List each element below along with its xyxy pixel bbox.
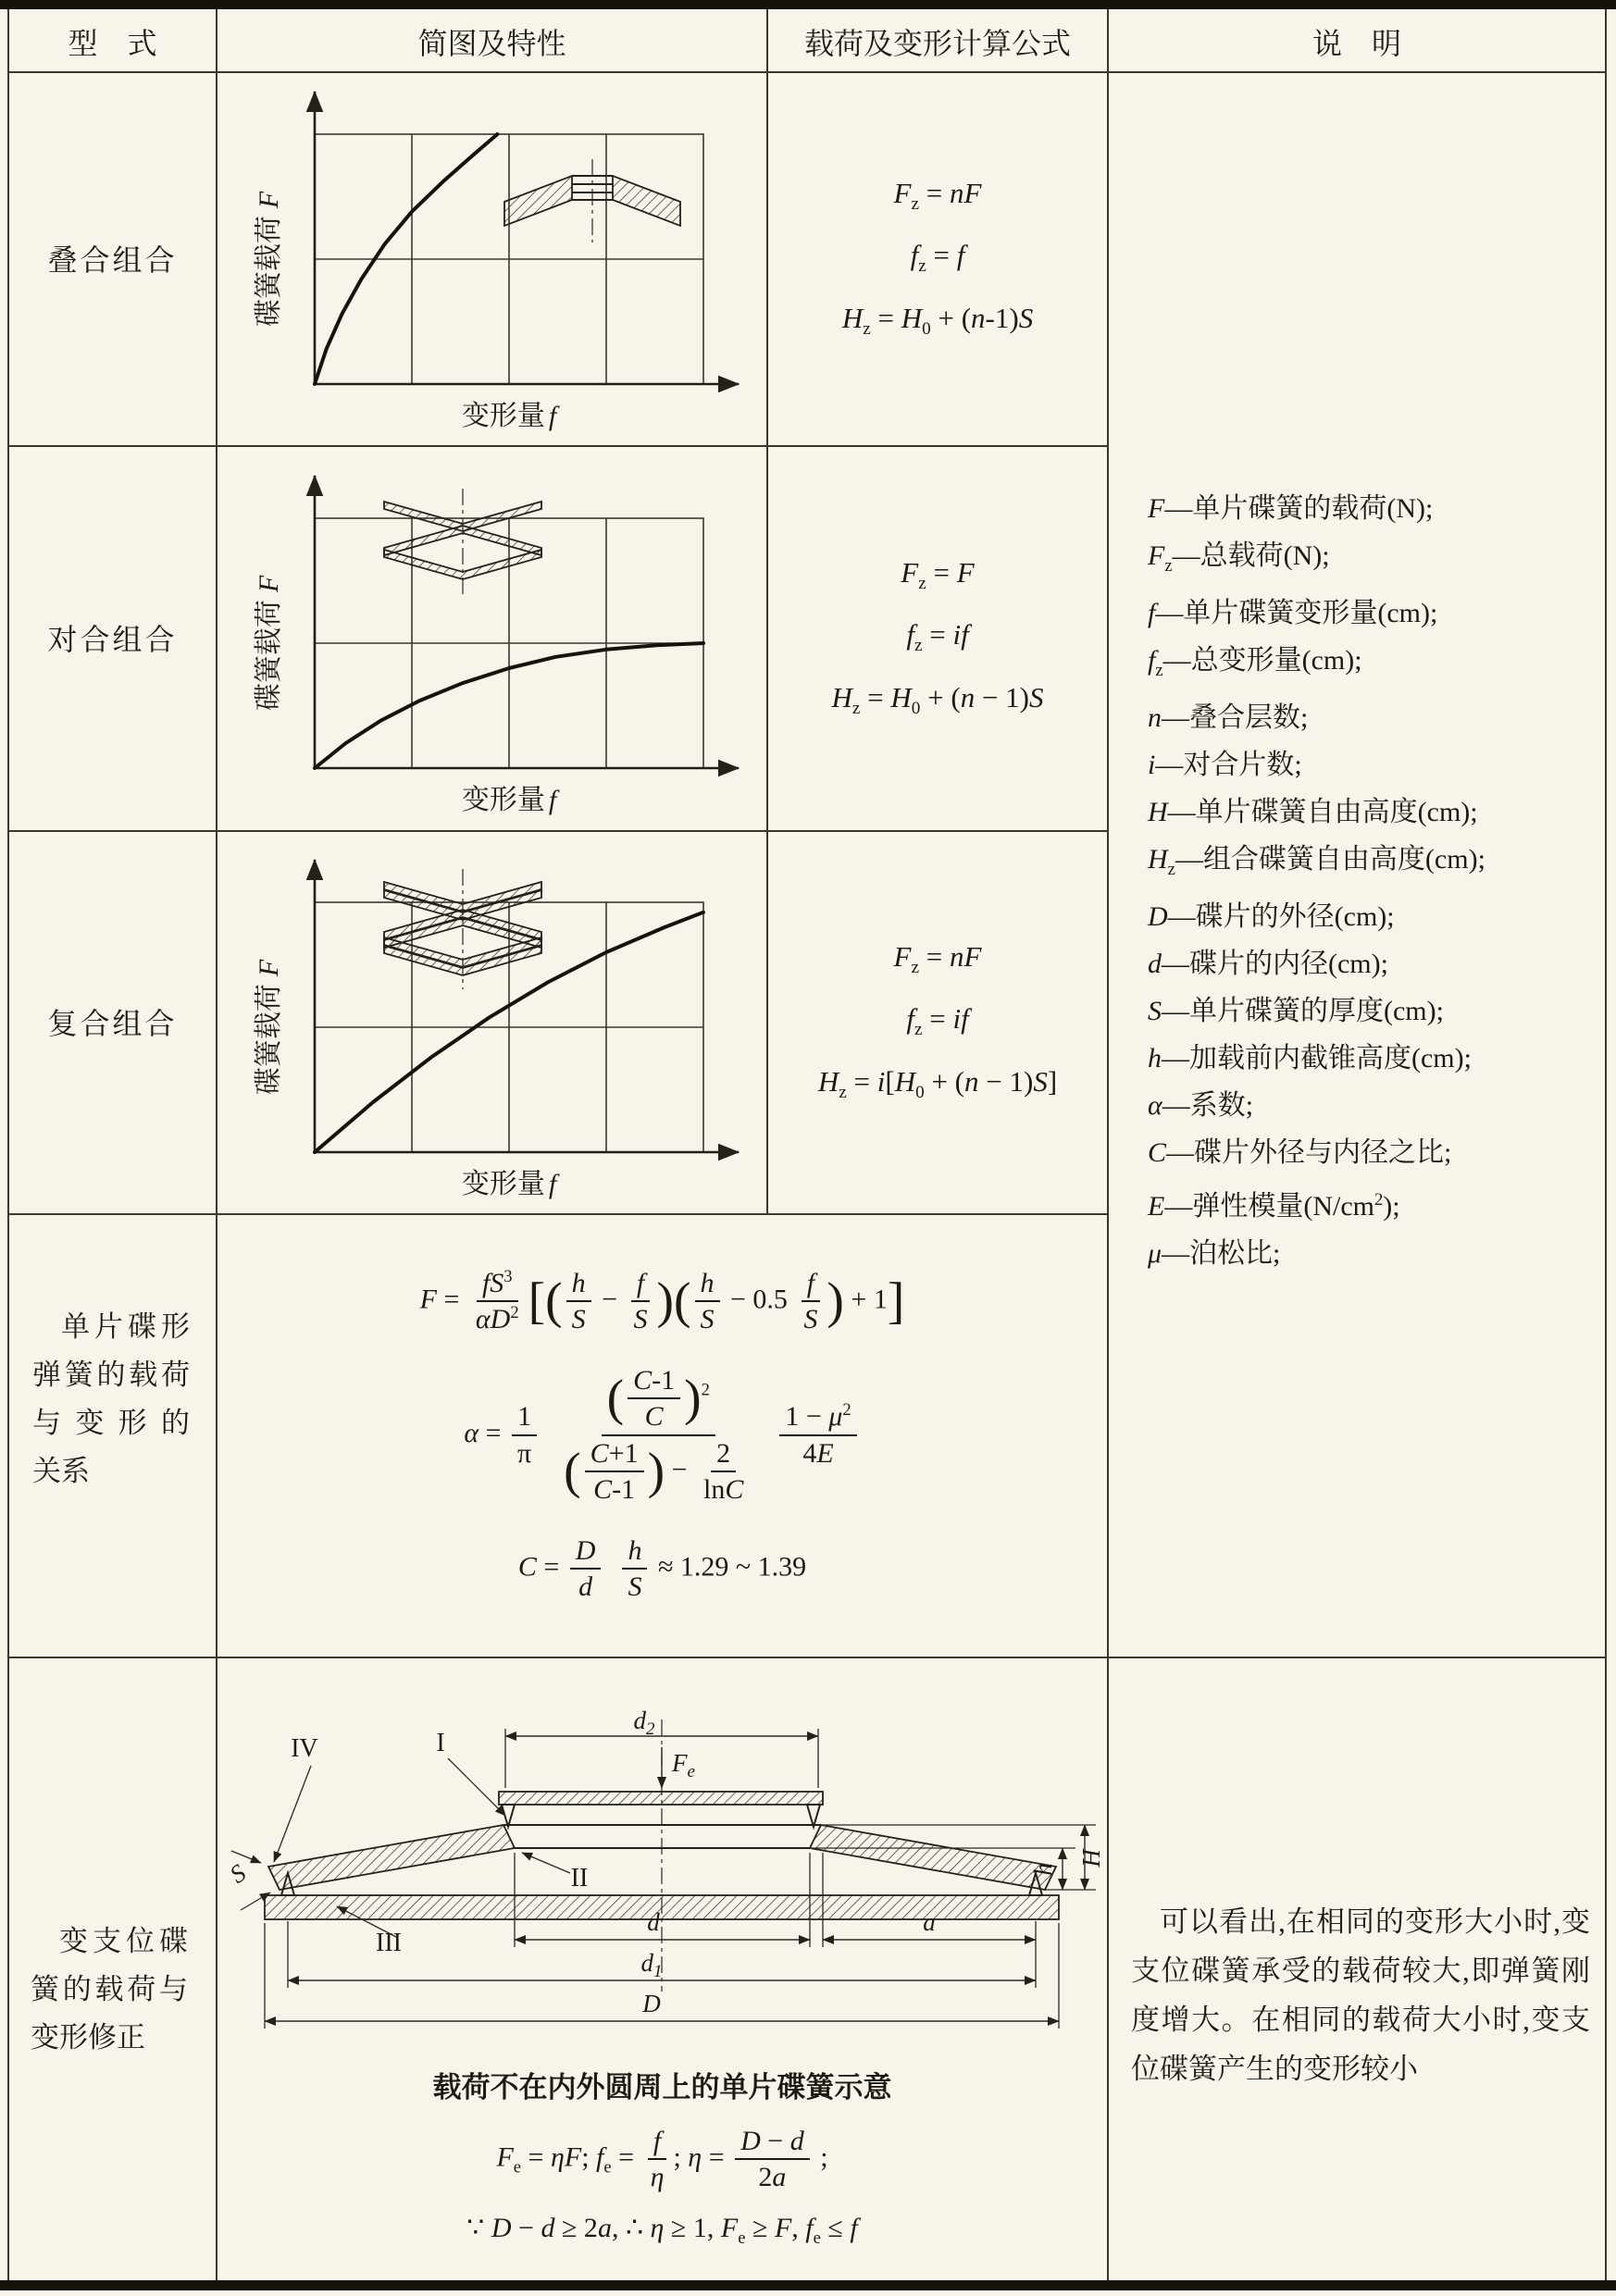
formula-line: ∵ D − d ≥ 2a, ∴ η ≥ 1, $F_e \ge F$, $f_e \le f$ [466,2212,858,2248]
row-label-single-disc: 单片碟形 弹簧的载荷 与变形的 关系 [32,1310,190,1487]
page-bottom-border [0,2280,1616,2290]
definition-item: i—对合片数; [1148,750,1302,780]
x-axis-label: 变形量 f [461,785,557,815]
upper-ring-section [499,1792,823,1805]
definition-item: S—单片碟簧的厚度(cm); [1148,996,1444,1026]
header-type-label: 型 式 [68,26,157,60]
header-diagram-label: 简图及特性 [417,26,566,60]
formula-line: $f_z$ = if [906,1002,969,1040]
disc-section-left [268,1825,515,1890]
part-label-III: III [376,1929,402,1957]
part-label-I: I [436,1729,445,1757]
upper-ring-lip [807,1805,820,1827]
header-formula-label: 载荷及变形计算公式 [803,26,1071,60]
definition-item: E—弹性模量$(N/cm^2)$; [1148,1190,1400,1222]
definition-item: n—叠合层数; [1148,702,1309,733]
header-formula [768,11,1107,71]
formula-line: $f_z = f$ [910,239,965,277]
disc-spring-icon [504,159,680,242]
leader-line [274,1766,311,1862]
definition-item: h—加载前内截锥高度(cm); [1148,1043,1472,1074]
leader-line [522,1853,570,1873]
row-label-variable-support: 变支位碟 簧的载荷与 变形修正 [31,1925,188,2054]
dimension-label-a: a [923,1908,936,1936]
formula-line: $f_z$ = if [906,618,969,656]
formula-line: $H_z = H_0 + (n-1)S$ [841,301,1034,339]
row-label-stacked [9,73,216,443]
lower-ring-section [265,1895,1059,1919]
dimension-label-d2: $d_2$ [633,1706,655,1739]
definition-item: $H_z—$组合碟簧自由高度(cm); [1148,844,1485,879]
formula-line: α = $\frac{1}{\pi}$ ( $\frac{C-1}{C}$ )$^2$ ( $\frac{C+1}{C-1}$ ) − $\frac{2}{\ln C}$ $\frac{1 - \mu^2}{4E}$ [464,1363,860,1508]
grid-line [7,1657,1607,1658]
part-label-II: II [570,1864,589,1893]
dimension-label-S: S [224,1858,251,1889]
page-top-border [0,0,1616,9]
row-label-composite [9,832,216,1211]
row-label-text: 对合组合 [47,623,178,656]
formula-line: C = $\frac{D}{d}$ $\frac{h}{S}$ ≈ 1.29 ~ 1.39 [517,1534,807,1602]
formula-line: $F_z = F$ [901,556,975,594]
definition-item: α—系数; [1148,1090,1254,1121]
header-note-label: 说 明 [1311,26,1401,60]
formula-line: F = $\frac{fS^3}{\alpha D^2}$ [( $\frac{h}{S}$ − $\frac{f}{S}$ )( $\frac{h}{S}$ − 0.5 $\frac{f}{S}$ ) + 1] [419,1266,905,1334]
dimension-label-h: h [1029,1863,1057,1876]
formula-cell-composite [768,830,1107,1213]
leader-line [448,1758,505,1816]
header-note [1109,11,1605,71]
disc-spring-icon [384,869,541,989]
formula-cell-opposed [768,445,1107,830]
definition-item: C—碟片外径与内径之比; [1148,1137,1452,1168]
definition-item: H—单片碟簧自由高度(cm); [1148,797,1478,827]
x-axis-label: 变形量 f [461,401,557,431]
formula-line: $F_z$ = nF [893,940,982,978]
definition-item: D—碟片的外径(cm); [1148,901,1395,932]
row-label-opposed [9,447,216,828]
chart-grid [315,902,703,1152]
chart-opposed-combination [231,463,750,833]
symbol-definitions-list [1148,485,1603,1277]
row-label-text: 复合组合 [47,1007,178,1040]
y-axis-label: 碟簧载荷F [254,191,284,328]
definition-item: F—单片碟簧的载荷(N); [1148,493,1434,524]
variable-support-disc-diagram [217,1706,1108,2053]
upper-ring-lip [502,1805,515,1827]
definition-item: $F_z—$总载荷(N); [1148,540,1330,576]
part-label-IV: IV [291,1734,318,1763]
dimension-label-d: d [647,1908,660,1936]
disc-section-right [810,1825,1056,1890]
dimension-label-D: D [642,1990,661,2017]
diagram-caption: 载荷不在内外圆周上的单片碟簧示意 [432,2071,892,2104]
definition-item: μ—泊松比; [1148,1238,1281,1269]
formula-cell-single-disc [218,1213,1107,1657]
formula-line: $F_z$ = nF [893,177,982,215]
x-axis-label: 变形量 f [461,1169,557,1199]
header-diagram [218,11,766,71]
formula-cell-stacked [768,71,1107,445]
disc-spring-icon [384,489,541,594]
formula-line: $H_z = i[H_0 + (n - 1)S]$ [817,1064,1058,1102]
formula-cell-variable-support [218,2104,1107,2267]
y-axis-label: 碟簧载荷F [254,575,284,712]
definition-item: $f_z—$总变形量(cm); [1148,645,1362,680]
dimension-label-H: H [1077,1849,1105,1868]
note-paragraph: 可以看出,在相同的变形大小时,变支位碟簧承受的载荷较大,即弹簧刚度增大。在相同的载荷大小时,变支位碟簧产生的变形较小 [1131,1905,1590,2085]
load-label-fe: $F_e$ [672,1749,695,1781]
chart-stacked-combination [231,79,750,449]
chart-grid [315,518,703,768]
grid-line [1605,9,1607,2280]
definition-item: f—单片碟簧变形量(cm); [1148,598,1438,628]
formula-line: $H_z = H_0 + (n - 1)S$ [831,680,1044,718]
dimension-label-d1: $d_1$ [640,1949,663,1981]
y-axis-label: 碟簧载荷F [254,959,284,1096]
chart-composite-combination [231,847,750,1217]
definition-item: d—碟片的内径(cm); [1148,949,1388,979]
row-label-text: 叠合组合 [47,243,178,277]
formula-line: $F_e = \eta F$; $f_e$ = $\frac{f}{\eta}$ ; η = $\frac{D - d}{2a}$ ; [496,2125,828,2192]
header-type [9,11,216,71]
